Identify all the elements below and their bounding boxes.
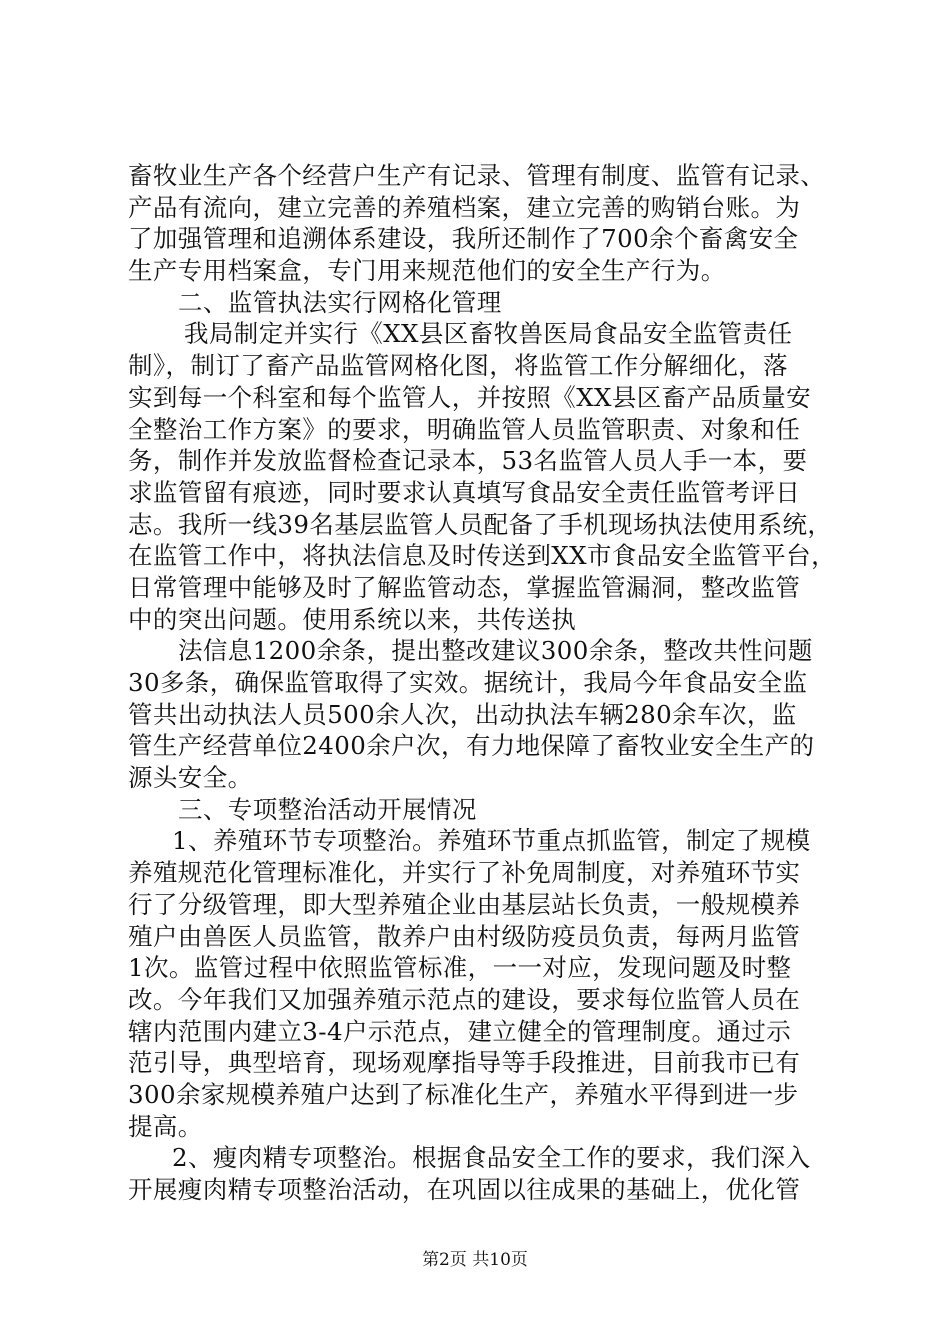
text-line: 源头安全。 [128, 763, 253, 793]
text-line: 畜牧业生产各个经营户生产有记录、管理有制度、监管有记录、 [128, 161, 826, 190]
text-line: 1、养殖环节专项整治。养殖环节重点抓监管，制定了规模 [172, 826, 811, 856]
text-line: 提高。 [128, 1111, 203, 1141]
text-line: 30多条，确保监管取得了实效。据统计，我局今年食品安全监 [128, 668, 808, 697]
text-line: 求监管留有痕迹，同时要求认真填写食品安全责任监管考评日 [128, 477, 801, 507]
text-line: 实到每一个科室和每个监管人，并按照《XX县区畜产品质量安 [128, 382, 812, 412]
text-line: 改。今年我们又加强养殖示范点的建设，要求每位监管人员在 [128, 984, 801, 1014]
section-heading: 三、专项整治活动开展情况 [178, 794, 477, 824]
text-line: 开展瘦肉精专项整治活动，在巩固以往成果的基础上，优化管 [128, 1175, 801, 1204]
text-line: 我局制定并实行《XX县区畜牧兽医局食品安全监管责任 [184, 319, 793, 349]
page-footer: 第2页 共10页 [422, 1250, 528, 1270]
text-line: 了加强管理和追溯体系建设，我所还制作了700余个畜禽安全 [128, 224, 799, 254]
text-line: 殖户由兽医人员监管，散养户由村级防疫员负责，每两月监管 [128, 921, 801, 951]
text-line: 日常管理中能够及时了解监管动态，掌握监管漏洞，整改监管 [128, 572, 801, 602]
text-line: 中的突出问题。使用系统以来，共传送执 [128, 604, 577, 634]
text-line: 行了分级管理，即大型养殖企业由基层站长负责，一般规模养 [128, 889, 801, 919]
text-line: 范引导，典型培育，现场观摩指导等手段推进，目前我市已有 [128, 1048, 801, 1078]
text-line: 2、瘦肉精专项整治。根据食品安全工作的要求，我们深入 [172, 1143, 811, 1173]
text-line: 300余家规模养殖户达到了标准化生产，养殖水平得到进一步 [128, 1079, 799, 1109]
text-line: 生产专用档案盒，专门用来规范他们的安全生产行为。 [128, 256, 726, 286]
text-line: 在监管工作中，将执法信息及时传送到XX市食品安全监管平台， [128, 541, 836, 571]
text-line: 管生产经营单位2400余户次，有力地保障了畜牧业安全生产的 [128, 731, 815, 761]
text-line: 志。我所一线39名基层监管人员配备了手机现场执法使用系统， [128, 509, 833, 539]
section-heading: 二、监管执法实行网格化管理 [178, 287, 502, 317]
text-line: 1次。监管过程中依照监管标准，一一对应，发现问题及时整 [128, 953, 792, 983]
text-line: 辖内范围内建立3-4户示范点，建立健全的管理制度。通过示 [128, 1016, 792, 1046]
text-line: 养殖规范化管理标准化，并实行了补免周制度，对养殖环节实 [128, 858, 801, 888]
text-line: 制》，制订了畜产品监管网格化图，将监管工作分解细化，落 [128, 351, 789, 381]
text-line: 法信息1200余条，提出整改建议300余条，整改共性问题 [178, 636, 813, 666]
text-line: 务，制作并发放监督检查记录本，53名监管人员人手一本，要 [128, 446, 808, 476]
text-line: 全整治工作方案》的要求，明确监管人员监管职责、对象和任 [128, 414, 801, 444]
text-line: 产品有流向，建立完善的养殖档案，建立完善的购销台账。为 [128, 192, 801, 222]
body-text [128, 160, 838, 1206]
text-line: 管共出动执法人员500余人次，出动执法车辆280余车次，监 [128, 699, 797, 729]
